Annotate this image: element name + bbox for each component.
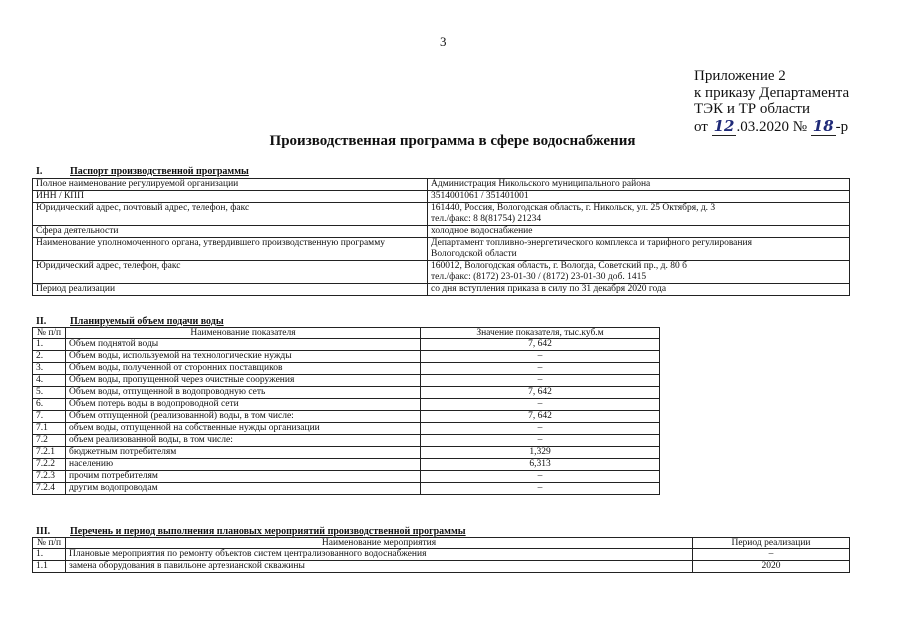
table-row bbox=[33, 483, 660, 495]
row-label: Юридический адрес, телефон, факс bbox=[33, 261, 428, 284]
document-title: Производственная программа в сфере водоснабжения bbox=[269, 133, 636, 149]
row-value: Администрация Никольского муниципального района bbox=[428, 179, 850, 191]
row-number: 7.2.1 bbox=[33, 447, 66, 459]
section-3-heading bbox=[32, 526, 466, 537]
row-number: 1. bbox=[33, 339, 66, 351]
value-line-2: тел./факс: 8 8(81754) 21234 bbox=[431, 214, 542, 224]
value-line-1: 160012, Вологодская область, г. Вологда, Советский пр., д. 80 б bbox=[431, 261, 687, 271]
table-row bbox=[33, 179, 850, 191]
row-value: – bbox=[421, 351, 660, 363]
water-volume-table bbox=[32, 327, 660, 495]
row-name: объем реализованной воды, в том числе: bbox=[66, 435, 421, 447]
table-row bbox=[33, 423, 660, 435]
table-row bbox=[33, 238, 850, 261]
row-label: Полное наименование регулируемой организации bbox=[33, 179, 428, 191]
table-row bbox=[33, 284, 850, 296]
row-name: Плановые мероприятия по ремонту объектов систем централизованного водоснабжения bbox=[66, 549, 693, 561]
appendix-line-2: к приказу Департамента bbox=[694, 84, 850, 101]
measures-table bbox=[32, 537, 850, 573]
row-number: 7.2.2 bbox=[33, 459, 66, 471]
row-name: Объем воды, полученной от сторонних поставщиков bbox=[66, 363, 421, 375]
row-value: – bbox=[421, 363, 660, 375]
table-row bbox=[33, 561, 850, 573]
row-name: Объем поднятой воды bbox=[66, 339, 421, 351]
date-prefix: от bbox=[694, 118, 708, 135]
header-indicator: Наименование показателя bbox=[66, 328, 421, 339]
value-line-2: тел./факс: (8172) 23-01-30 / (8172) 23-01-30 доб. 1415 bbox=[431, 272, 647, 282]
table-row bbox=[33, 447, 660, 459]
page-number: 3 bbox=[440, 34, 447, 49]
row-value: 1,329 bbox=[421, 447, 660, 459]
value-line-2: Вологодской области bbox=[431, 249, 517, 259]
row-value: – bbox=[421, 471, 660, 483]
section-2-heading bbox=[32, 316, 224, 327]
row-label: Сфера деятельности bbox=[33, 226, 428, 238]
row-value: 7, 642 bbox=[421, 387, 660, 399]
passport-table bbox=[32, 178, 850, 296]
header-number: № п/п bbox=[33, 538, 66, 549]
row-number: 7.2.4 bbox=[33, 483, 66, 495]
table-row bbox=[33, 399, 660, 411]
table-row bbox=[33, 226, 850, 238]
section-1-title: Паспорт производственной программы bbox=[70, 166, 249, 177]
header-number: № п/п bbox=[33, 328, 66, 339]
row-name: Объем воды, используемой на технологические нужды bbox=[66, 351, 421, 363]
row-name: другим водопроводам bbox=[66, 483, 421, 495]
row-label: Юридический адрес, почтовый адрес, телефон, факс bbox=[33, 203, 428, 226]
row-name: прочим потребителям bbox=[66, 471, 421, 483]
table-row bbox=[33, 435, 660, 447]
row-value: 2020 bbox=[693, 561, 850, 573]
table-row bbox=[33, 375, 660, 387]
header-period: Период реализации bbox=[693, 538, 850, 549]
row-value: – bbox=[693, 549, 850, 561]
table-row bbox=[33, 459, 660, 471]
row-value bbox=[428, 261, 850, 284]
row-value: 3514001061 / 351401001 bbox=[428, 191, 850, 203]
row-number: 1. bbox=[33, 549, 66, 561]
section-3-title: Перечень и период выполнения плановых мероприятий производственной программы bbox=[70, 526, 466, 537]
row-number: 2. bbox=[33, 351, 66, 363]
section-2-number: II. bbox=[36, 316, 47, 327]
value-line-1: 161440, Россия, Вологодская область, г. Никольск, ул. 25 Октября, д. 3 bbox=[431, 203, 716, 213]
row-label: ИНН / КПП bbox=[33, 191, 428, 203]
row-number: 3. bbox=[33, 363, 66, 375]
row-value: – bbox=[421, 435, 660, 447]
appendix-line-1: Приложение 2 bbox=[694, 68, 786, 84]
table-row bbox=[33, 387, 660, 399]
appendix-line-3: ТЭК и ТР области bbox=[694, 101, 810, 117]
row-name: бюджетным потребителям bbox=[66, 447, 421, 459]
date-rest: .03.2020 № bbox=[736, 118, 808, 135]
section-2-title: Планируемый объем подачи воды bbox=[70, 316, 224, 327]
table-row bbox=[33, 549, 850, 561]
row-value: – bbox=[421, 483, 660, 495]
row-number: 5. bbox=[33, 387, 66, 399]
row-number: 7.2 bbox=[33, 435, 66, 447]
row-number: 7. bbox=[33, 411, 66, 423]
row-name: Объем воды, пропущенной через очистные сооружения bbox=[66, 375, 421, 387]
order-suffix: -р bbox=[835, 118, 849, 135]
row-number: 4. bbox=[33, 375, 66, 387]
row-value bbox=[428, 203, 850, 226]
table-header-row bbox=[33, 328, 660, 339]
row-label: Наименование уполномоченного органа, утвердившего производственную программу bbox=[33, 238, 428, 261]
row-name: Объем потерь воды в водопроводной сети bbox=[66, 399, 421, 411]
table-row bbox=[33, 203, 850, 226]
row-number: 1.1 bbox=[33, 561, 66, 573]
row-value: 7, 642 bbox=[421, 411, 660, 423]
appendix-header bbox=[694, 68, 849, 135]
section-1-number: I. bbox=[36, 166, 43, 177]
table-row bbox=[33, 471, 660, 483]
row-value: – bbox=[421, 399, 660, 411]
section-3-number: III. bbox=[36, 526, 51, 537]
table-row bbox=[33, 351, 660, 363]
row-name: населению bbox=[66, 459, 421, 471]
row-label: Период реализации bbox=[33, 284, 428, 296]
table-row bbox=[33, 363, 660, 375]
section-1-heading bbox=[32, 166, 249, 177]
row-name: Объем отпущенной (реализованной) воды, в том числе: bbox=[66, 411, 421, 423]
table-row bbox=[33, 261, 850, 284]
row-value: 7, 642 bbox=[421, 339, 660, 351]
row-value bbox=[428, 238, 850, 261]
header-value: Значение показателя, тыс.куб.м bbox=[421, 328, 660, 339]
row-number: 6. bbox=[33, 399, 66, 411]
table-row bbox=[33, 411, 660, 423]
date-day-handwritten: 12 bbox=[713, 116, 735, 135]
row-value: – bbox=[421, 375, 660, 387]
value-line-1: Департамент топливно-энергетического комплекса и тарифного регулирования bbox=[431, 238, 752, 248]
row-number: 7.1 bbox=[33, 423, 66, 435]
header-measure: Наименование мероприятия bbox=[66, 538, 693, 549]
row-name: замена оборудования в павильоне артезианской скважины bbox=[66, 561, 693, 573]
row-name: объем воды, отпущенной на собственные нужды организации bbox=[66, 423, 421, 435]
table-row bbox=[33, 339, 660, 351]
row-value: 6,313 bbox=[421, 459, 660, 471]
row-value: со дня вступления приказа в силу по 31 декабря 2020 года bbox=[428, 284, 850, 296]
row-value: – bbox=[421, 423, 660, 435]
table-header-row bbox=[33, 538, 850, 549]
table-row bbox=[33, 191, 850, 203]
row-number: 7.2.3 bbox=[33, 471, 66, 483]
row-name: Объем воды, отпущенной в водопроводную сеть bbox=[66, 387, 421, 399]
order-number-handwritten: 18 bbox=[812, 116, 834, 135]
row-value: холодное водоснабжение bbox=[428, 226, 850, 238]
